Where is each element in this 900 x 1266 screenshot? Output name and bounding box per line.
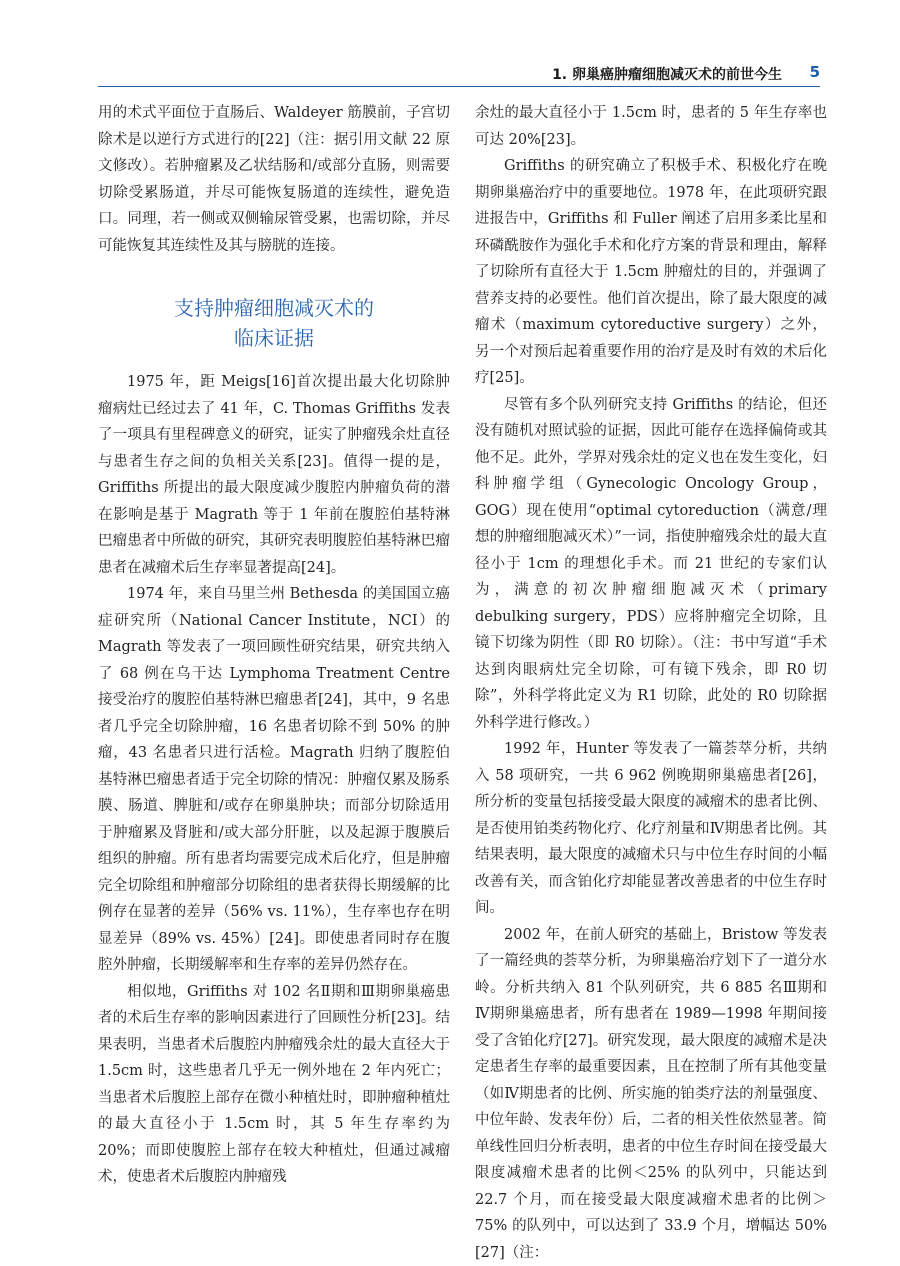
paragraph: 相似地，Griffiths 对 102 名Ⅱ期和Ⅲ期卵巢癌患者的术后生存率的影响因素进行了回顾性分析[23]。结果表明，当患者术后腹腔内肿瘤残余灶的最大直径大于 1.5cm 时，这些患者几乎无一例外地在 2 年内死亡；当患者术后腹腔上部存在微小种植灶时，即肿瘤种植灶的最大直径小于 1.5cm 时，其 5 年生存率约为 20%；而即使腹腔上部存在较大种植灶，但通过减瘤术，使患者术后腹腔内肿瘤残 bbox=[98, 979, 450, 1191]
section-heading-line-2: 临床证据 bbox=[98, 323, 450, 353]
paragraph: 1975 年，距 Meigs[16]首次提出最大化切除肿瘤病灶已经过去了 41 年，C. Thomas Griffiths 发表了一项具有里程碑意义的研究，证实了肿瘤残余灶直径与患者生存之间的负相关关系[23]。值得一提的是，Griffiths 所提出的最大限度减少腹腔内肿瘤负荷的潜在影响是基于 Magrath 等于 1 年前在腹腔伯基特淋巴瘤患者中所做的研究，其研究表明腹腔伯基特淋巴瘤患者在减瘤术后生存率显著提高[24]。 bbox=[98, 369, 450, 581]
paragraph: 2002 年，在前人研究的基础上，Bristow 等发表了一篇经典的荟萃分析，为卵巢癌治疗划下了一道分水岭。分析共纳入 81 个队列研究，共 6 885 名Ⅲ期和Ⅳ期卵巢癌患者，所有患者在 1989—1998 年期间接受了含铂化疗[27]。研究发现，最大限度的减瘤术是决定患者生存率的最重要因素，且在控制了所有其他变量（如Ⅳ期患者的比例、所实施的铂类疗法的剂量强度、中位年龄、发表年份）后，二者的相关性依然显著。简单线性回归分析表明，患者的中位生存时间在接受最大限度减瘤术患者的比例＜25% 的队列中，只能达到 22.7 个月，而在接受最大限度减瘤术患者的比例＞75% 的队列中，可以达到了 33.9 个月，增幅达 50%[27]（注： bbox=[475, 922, 827, 1266]
paragraph: Griffiths 的研究确立了积极手术、积极化疗在晚期卵巢癌治疗中的重要地位。1978 年，在此项研究跟进报告中，Griffiths 和 Fuller 阐述了启用多柔比星和环磷酰胺作为强化手术和化疗方案的背景和理由，解释了切除所有直径大于 1.5cm 肿瘤灶的目的，并强调了营养支持的必要性。他们首次提出，除了最大限度的减瘤术（maximum cytoreductive surgery）之外，另一个对预后起着重要作用的治疗是及时有效的术后化疗[25]。 bbox=[475, 153, 827, 392]
running-header bbox=[0, 58, 900, 88]
left-column bbox=[98, 100, 450, 1191]
paragraph: 尽管有多个队列研究支持 Griffiths 的结论，但还没有随机对照试验的证据，因此可能存在选择偏倚或其他不足。此外，学界对残余灶的定义也在发生变化，妇科肿瘤学组（Gynecologic Oncology Group，GOG）现在使用“optimal cytoreduction（满意/理想的肿瘤细胞减灭术）”一词，指使肿瘤残余灶的最大直径小于 1cm 的理想化手术。而 21 世纪的专家们认为，满意的初次肿瘤细胞减灭术（primary debulking surgery，PDS）应将肿瘤完全切除，且镜下切缘为阴性（即 R0 切除）。（注：书中写道“手术达到肉眼病灶完全切除，可有镜下残余，即 R0 切除”，外科学将此定义为 R1 切除，此处的 R0 切除据外科学进行修改。） bbox=[475, 392, 827, 737]
paragraph: 1992 年，Hunter 等发表了一篇荟萃分析，共纳入 58 项研究，一共 6 962 例晚期卵巢癌患者[26]，所分析的变量包括接受最大限度的减瘤术的患者比例、是否使用铂类药物化疗、化疗剂量和Ⅳ期患者比例。其结果表明，最大限度的减瘤术只与中位生存时间的小幅改善有关，而含铂化疗却能显著改善患者的中位生存时间。 bbox=[475, 736, 827, 922]
page-number: 5 bbox=[810, 63, 820, 81]
paragraph: 用的术式平面位于直肠后、Waldeyer 筋膜前，子宫切除术是以逆行方式进行的[22]（注：据引用文献 22 原文修改）。若肿瘤累及乙状结肠和/或部分直肠，则需要切除受累肠道，并尽可能恢复肠道的连续性，避免造口。同理，若一侧或双侧输尿管受累，也需切除，并尽可能恢复其连续性及其与膀胱的连接。 bbox=[98, 100, 450, 259]
section-heading-line-1: 支持肿瘤细胞减灭术的 bbox=[98, 293, 450, 323]
chapter-title: 1. 卵巢癌肿瘤细胞减灭术的前世今生 bbox=[552, 64, 782, 84]
section-heading bbox=[98, 293, 450, 353]
paragraph: 1974 年，来自马里兰州 Bethesda 的美国国立癌症研究所（National Cancer Institute，NCI）的 Magrath 等发表了一项回顾性研究结果，研究共纳入了 68 例在乌干达 Lymphoma Treatment Centre 接受治疗的腹腔伯基特淋巴瘤患者[24]，其中，9 名患者几乎完全切除肿瘤，16 名患者切除不到 50% 的肿瘤，43 名患者只进行活检。Magrath 归纳了腹腔伯基特淋巴瘤患者适于完全切除的情况：肿瘤仅累及肠系膜、肠道、脾脏和/或存在卵巢肿块；而部分切除适用于肿瘤累及肾脏和/或大部分肝脏，以及起源于腹膜后组织的肿瘤。所有患者均需要完成术后化疗，但是肿瘤完全切除组和肿瘤部分切除组的患者获得长期缓解的比例存在显著的差异（56% vs. 11%），生存率也存在明显差异（89% vs. 45%）[24]。即使患者同时存在腹腔外肿瘤，长期缓解率和生存率的差异仍然存在。 bbox=[98, 581, 450, 979]
right-column bbox=[475, 100, 827, 1266]
header-rule bbox=[98, 86, 820, 87]
paragraph: 余灶的最大直径小于 1.5cm 时，患者的 5 年生存率也可达 20%[23]。 bbox=[475, 100, 827, 153]
